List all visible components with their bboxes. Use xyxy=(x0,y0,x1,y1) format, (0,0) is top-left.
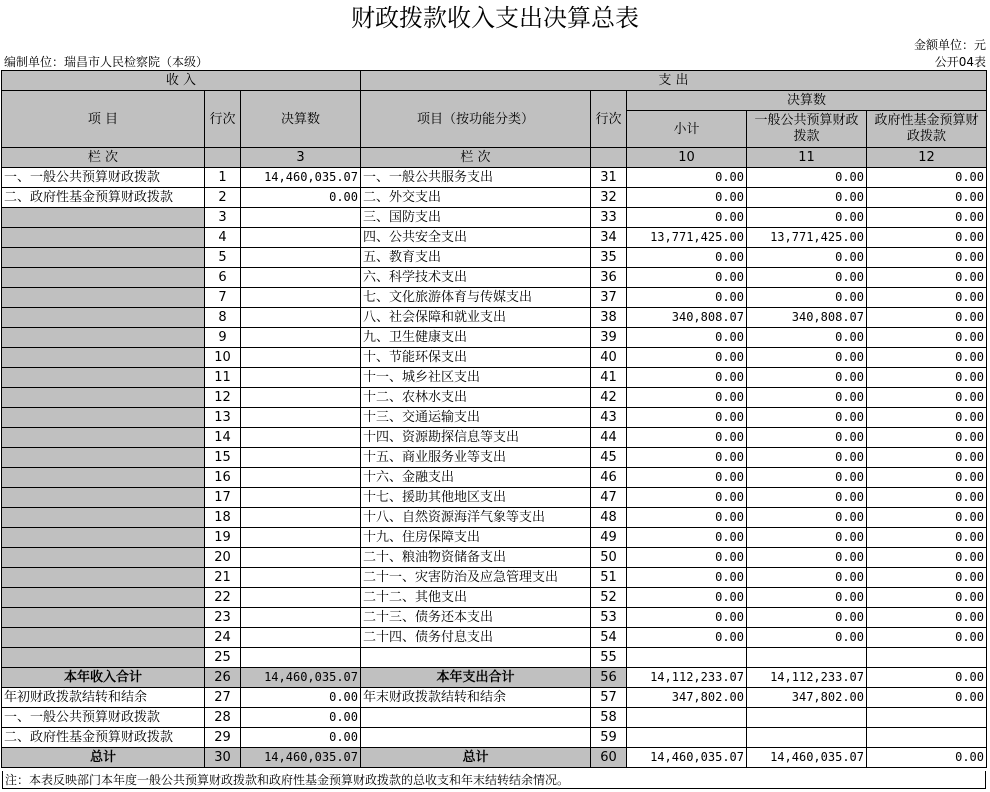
expense-line-cell: 37 xyxy=(591,288,627,308)
expense-item-cell: 十、节能环保支出 xyxy=(361,348,591,368)
income-amount-cell xyxy=(241,608,361,628)
expense-line-header: 行次 xyxy=(591,91,627,148)
income-line-cell: 30 xyxy=(205,748,241,768)
expense-subtotal-cell: 347,802.00 xyxy=(627,688,747,708)
col-num-10: 10 xyxy=(627,148,747,168)
expense-fund-cell xyxy=(867,728,987,748)
income-line-cell: 22 xyxy=(205,588,241,608)
expense-fund-cell: 0.00 xyxy=(867,208,987,228)
expense-general-cell: 0.00 xyxy=(747,508,867,528)
col-line-right xyxy=(591,148,627,168)
income-item-cell xyxy=(2,328,205,348)
income-line-cell: 28 xyxy=(205,708,241,728)
income-line-cell: 11 xyxy=(205,368,241,388)
income-line-cell: 4 xyxy=(205,228,241,248)
expense-item-cell: 十二、农林水支出 xyxy=(361,388,591,408)
income-item-cell xyxy=(2,648,205,668)
expense-line-cell: 32 xyxy=(591,188,627,208)
expense-general-cell: 0.00 xyxy=(747,388,867,408)
expense-fund-cell: 0.00 xyxy=(867,488,987,508)
expense-item-cell: 十八、自然资源海洋气象等支出 xyxy=(361,508,591,528)
income-item-header: 项 目 xyxy=(2,91,205,148)
table-row xyxy=(2,628,987,648)
expense-fund-cell: 0.00 xyxy=(867,228,987,248)
expense-line-cell: 52 xyxy=(591,588,627,608)
expense-fund-cell: 0.00 xyxy=(867,628,987,648)
col-num-3: 3 xyxy=(241,148,361,168)
expense-general-cell: 0.00 xyxy=(747,568,867,588)
income-line-cell: 15 xyxy=(205,448,241,468)
income-line-cell: 27 xyxy=(205,688,241,708)
expense-general-cell xyxy=(747,708,867,728)
income-item-cell: 二、政府性基金预算财政拨款 xyxy=(2,728,205,748)
expense-fund-cell: 0.00 xyxy=(867,528,987,548)
expense-general-cell: 0.00 xyxy=(747,548,867,568)
expense-subtotal-cell: 14,112,233.07 xyxy=(627,668,747,688)
expense-item-cell: 本年支出合计 xyxy=(361,668,591,688)
expense-fund-cell: 0.00 xyxy=(867,348,987,368)
income-line-cell: 9 xyxy=(205,328,241,348)
expense-fund-cell: 0.00 xyxy=(867,568,987,588)
expense-subtotal-cell: 0.00 xyxy=(627,548,747,568)
expense-subtotal-cell: 0.00 xyxy=(627,288,747,308)
table-row xyxy=(2,468,987,488)
col-num-12: 12 xyxy=(867,148,987,168)
table-row xyxy=(2,188,987,208)
expense-fund-cell: 0.00 xyxy=(867,248,987,268)
income-amount-cell xyxy=(241,528,361,548)
amount-unit: 金额单位：元 xyxy=(913,38,986,52)
expense-fund-cell: 0.00 xyxy=(867,268,987,288)
income-line-cell: 21 xyxy=(205,568,241,588)
expense-item-cell xyxy=(361,648,591,668)
expense-item-cell: 十七、援助其他地区支出 xyxy=(361,488,591,508)
income-item-cell xyxy=(2,348,205,368)
expense-item-cell: 十四、资源勘探信息等支出 xyxy=(361,428,591,448)
income-amount-cell xyxy=(241,548,361,568)
income-line-cell: 8 xyxy=(205,308,241,328)
income-item-cell: 一、一般公共预算财政拨款 xyxy=(2,168,205,188)
table-row xyxy=(2,268,987,288)
income-item-cell xyxy=(2,608,205,628)
income-item-cell xyxy=(2,208,205,228)
expense-item-cell: 六、科学技术支出 xyxy=(361,268,591,288)
expense-item-cell: 二、外交支出 xyxy=(361,188,591,208)
page-title: 财政拨款收入支出决算总表 xyxy=(351,4,639,32)
expense-general-cell: 0.00 xyxy=(747,208,867,228)
expense-subtotal-cell: 0.00 xyxy=(627,428,747,448)
expense-fund-cell: 0.00 xyxy=(867,408,987,428)
income-amount-cell: 0.00 xyxy=(241,728,361,748)
expense-fund-cell: 0.00 xyxy=(867,448,987,468)
income-amount-cell: 0.00 xyxy=(241,188,361,208)
expense-general-cell: 14,112,233.07 xyxy=(747,668,867,688)
expense-line-cell: 45 xyxy=(591,448,627,468)
table-row xyxy=(2,688,987,708)
table-row xyxy=(2,508,987,528)
table-row xyxy=(2,648,987,668)
income-line-cell: 10 xyxy=(205,348,241,368)
expense-general-cell: 0.00 xyxy=(747,628,867,648)
expense-subtotal-cell: 0.00 xyxy=(627,488,747,508)
expense-fund-cell xyxy=(867,648,987,668)
income-amount-cell xyxy=(241,328,361,348)
expense-subtotal-cell: 0.00 xyxy=(627,388,747,408)
expense-line-cell: 58 xyxy=(591,708,627,728)
table-row xyxy=(2,288,987,308)
expense-general-cell: 0.00 xyxy=(747,328,867,348)
expense-general-cell: 0.00 xyxy=(747,408,867,428)
expense-line-cell: 33 xyxy=(591,208,627,228)
expense-item-cell: 二十、粮油物资储备支出 xyxy=(361,548,591,568)
expense-line-cell: 35 xyxy=(591,248,627,268)
expense-subtotal-cell: 0.00 xyxy=(627,348,747,368)
expense-general-cell: 13,771,425.00 xyxy=(747,228,867,248)
income-line-cell: 18 xyxy=(205,508,241,528)
expense-general-cell: 0.00 xyxy=(747,528,867,548)
income-amount-cell xyxy=(241,308,361,328)
expense-item-cell: 四、公共安全支出 xyxy=(361,228,591,248)
income-amount-cell xyxy=(241,448,361,468)
income-item-cell xyxy=(2,248,205,268)
expense-line-cell: 48 xyxy=(591,508,627,528)
table-row xyxy=(2,228,987,248)
table-row xyxy=(2,748,987,768)
final-group-header: 决算数 xyxy=(627,91,987,111)
expense-subtotal-cell: 0.00 xyxy=(627,528,747,548)
expense-general-cell: 0.00 xyxy=(747,588,867,608)
income-line-cell: 14 xyxy=(205,428,241,448)
income-amount-cell xyxy=(241,628,361,648)
expense-item-cell: 二十一、灾害防治及应急管理支出 xyxy=(361,568,591,588)
table-row xyxy=(2,208,987,228)
expense-subtotal-cell: 0.00 xyxy=(627,448,747,468)
income-item-cell xyxy=(2,368,205,388)
table-row xyxy=(2,168,987,188)
expense-item-cell: 八、社会保障和就业支出 xyxy=(361,308,591,328)
expense-general-cell: 0.00 xyxy=(747,488,867,508)
expense-subtotal-cell: 0.00 xyxy=(627,208,747,228)
expense-subtotal-cell: 0.00 xyxy=(627,588,747,608)
income-amount-cell xyxy=(241,428,361,448)
table-row xyxy=(2,448,987,468)
expense-fund-cell: 0.00 xyxy=(867,688,987,708)
expense-line-cell: 60 xyxy=(591,748,627,768)
income-amount-cell xyxy=(241,488,361,508)
income-item-cell: 一、一般公共预算财政拨款 xyxy=(2,708,205,728)
general-header: 一般公共预算财政拨款 xyxy=(747,111,867,148)
expense-subtotal-cell: 14,460,035.07 xyxy=(627,748,747,768)
income-amount-cell xyxy=(241,268,361,288)
expense-line-cell: 41 xyxy=(591,368,627,388)
expense-fund-cell: 0.00 xyxy=(867,608,987,628)
income-amount-cell xyxy=(241,588,361,608)
expense-general-cell: 0.00 xyxy=(747,188,867,208)
expense-item-cell: 二十四、债务付息支出 xyxy=(361,628,591,648)
expense-fund-cell: 0.00 xyxy=(867,168,987,188)
income-line-cell: 2 xyxy=(205,188,241,208)
table-row xyxy=(2,708,987,728)
expense-subtotal-cell: 13,771,425.00 xyxy=(627,228,747,248)
income-amount-cell xyxy=(241,228,361,248)
expense-line-cell: 55 xyxy=(591,648,627,668)
expense-item-cell: 七、文化旅游体育与传媒支出 xyxy=(361,288,591,308)
expense-item-header: 项目（按功能分类） xyxy=(361,91,591,148)
expense-line-cell: 59 xyxy=(591,728,627,748)
income-item-cell: 总计 xyxy=(2,748,205,768)
expense-line-cell: 40 xyxy=(591,348,627,368)
expense-subtotal-cell: 0.00 xyxy=(627,168,747,188)
expense-line-cell: 50 xyxy=(591,548,627,568)
income-line-cell: 20 xyxy=(205,548,241,568)
income-amount-cell: 0.00 xyxy=(241,708,361,728)
table-row xyxy=(2,528,987,548)
expense-subtotal-cell xyxy=(627,648,747,668)
expense-general-cell: 0.00 xyxy=(747,288,867,308)
income-amount-cell xyxy=(241,408,361,428)
income-item-cell xyxy=(2,288,205,308)
table-row xyxy=(2,568,987,588)
table-row xyxy=(2,328,987,348)
income-amount-cell xyxy=(241,508,361,528)
expense-header: 支 出 xyxy=(361,71,987,91)
expense-fund-cell: 0.00 xyxy=(867,188,987,208)
income-line-cell: 24 xyxy=(205,628,241,648)
org-name: 编制单位：瑞昌市人民检察院（本级） xyxy=(4,55,209,69)
income-item-cell xyxy=(2,468,205,488)
expense-general-cell: 0.00 xyxy=(747,368,867,388)
expense-general-cell: 0.00 xyxy=(747,268,867,288)
expense-subtotal-cell: 0.00 xyxy=(627,368,747,388)
income-item-cell xyxy=(2,568,205,588)
expense-subtotal-cell: 340,808.07 xyxy=(627,308,747,328)
expense-fund-cell: 0.00 xyxy=(867,428,987,448)
expense-fund-cell: 0.00 xyxy=(867,508,987,528)
expense-fund-cell xyxy=(867,708,987,728)
meta-row xyxy=(4,54,986,70)
expense-subtotal-cell: 0.00 xyxy=(627,628,747,648)
expense-line-cell: 49 xyxy=(591,528,627,548)
expense-fund-cell: 0.00 xyxy=(867,388,987,408)
income-line-cell: 7 xyxy=(205,288,241,308)
table-row xyxy=(2,608,987,628)
income-amount-cell xyxy=(241,568,361,588)
table-row xyxy=(2,548,987,568)
income-item-cell xyxy=(2,388,205,408)
income-amount-cell: 0.00 xyxy=(241,688,361,708)
expense-item-cell: 五、教育支出 xyxy=(361,248,591,268)
expense-subtotal-cell: 0.00 xyxy=(627,188,747,208)
form-number: 公开04表 xyxy=(934,55,986,69)
table-row xyxy=(2,388,987,408)
expense-line-cell: 54 xyxy=(591,628,627,648)
expense-fund-cell: 0.00 xyxy=(867,288,987,308)
expense-item-cell: 九、卫生健康支出 xyxy=(361,328,591,348)
expense-general-cell: 0.00 xyxy=(747,428,867,448)
expense-subtotal-cell: 0.00 xyxy=(627,568,747,588)
income-item-cell xyxy=(2,308,205,328)
income-amount-cell xyxy=(241,648,361,668)
expense-subtotal-cell: 0.00 xyxy=(627,248,747,268)
income-amount-cell: 14,460,035.07 xyxy=(241,668,361,688)
expense-fund-cell: 0.00 xyxy=(867,548,987,568)
income-item-cell xyxy=(2,268,205,288)
expense-line-cell: 36 xyxy=(591,268,627,288)
expense-subtotal-cell: 0.00 xyxy=(627,268,747,288)
expense-line-cell: 46 xyxy=(591,468,627,488)
income-item-cell xyxy=(2,508,205,528)
expense-item-cell: 十九、住房保障支出 xyxy=(361,528,591,548)
income-item-cell xyxy=(2,488,205,508)
col-label-left: 栏 次 xyxy=(2,148,205,168)
expense-line-cell: 44 xyxy=(591,428,627,448)
expense-fund-cell: 0.00 xyxy=(867,368,987,388)
expense-item-cell xyxy=(361,708,591,728)
budget-table xyxy=(1,70,987,768)
income-line-cell: 12 xyxy=(205,388,241,408)
income-line-cell: 23 xyxy=(205,608,241,628)
expense-general-cell xyxy=(747,728,867,748)
income-item-cell xyxy=(2,228,205,248)
expense-fund-cell: 0.00 xyxy=(867,468,987,488)
expense-subtotal-cell xyxy=(627,708,747,728)
expense-item-cell: 二十三、债务还本支出 xyxy=(361,608,591,628)
income-amount-cell xyxy=(241,288,361,308)
expense-subtotal-cell xyxy=(627,728,747,748)
expense-item-cell: 年末财政拨款结转和结余 xyxy=(361,688,591,708)
expense-general-cell: 14,460,035.07 xyxy=(747,748,867,768)
expense-line-cell: 31 xyxy=(591,168,627,188)
table-row xyxy=(2,348,987,368)
expense-line-cell: 42 xyxy=(591,388,627,408)
table-row xyxy=(2,728,987,748)
income-item-cell xyxy=(2,408,205,428)
income-item-cell: 二、政府性基金预算财政拨款 xyxy=(2,188,205,208)
income-line-cell: 17 xyxy=(205,488,241,508)
income-line-cell: 19 xyxy=(205,528,241,548)
expense-item-cell: 十一、城乡社区支出 xyxy=(361,368,591,388)
expense-general-cell: 0.00 xyxy=(747,348,867,368)
expense-item-cell: 二十二、其他支出 xyxy=(361,588,591,608)
income-item-cell xyxy=(2,528,205,548)
income-line-cell: 29 xyxy=(205,728,241,748)
expense-line-cell: 51 xyxy=(591,568,627,588)
expense-item-cell: 十三、交通运输支出 xyxy=(361,408,591,428)
expense-subtotal-cell: 0.00 xyxy=(627,328,747,348)
income-item-cell xyxy=(2,548,205,568)
income-item-cell xyxy=(2,428,205,448)
expense-general-cell: 340,808.07 xyxy=(747,308,867,328)
table-row xyxy=(2,428,987,448)
expense-subtotal-cell: 0.00 xyxy=(627,608,747,628)
expense-item-cell: 十六、金融支出 xyxy=(361,468,591,488)
income-item-cell xyxy=(2,588,205,608)
table-row xyxy=(2,308,987,328)
footnote: 注：本表反映部门本年度一般公共预算财政拨款和政府性基金预算财政拨款的总收支和年末结转结余情况。 xyxy=(2,771,986,789)
col-line-left xyxy=(205,148,241,168)
expense-subtotal-cell: 0.00 xyxy=(627,508,747,528)
expense-fund-cell: 0.00 xyxy=(867,668,987,688)
income-final-header: 决算数 xyxy=(241,91,361,148)
fund-header: 政府性基金预算财政拨款 xyxy=(867,111,987,148)
income-amount-cell: 14,460,035.07 xyxy=(241,168,361,188)
income-amount-cell xyxy=(241,368,361,388)
income-line-cell: 1 xyxy=(205,168,241,188)
expense-line-cell: 47 xyxy=(591,488,627,508)
expense-general-cell: 0.00 xyxy=(747,608,867,628)
income-line-cell: 26 xyxy=(205,668,241,688)
income-line-cell: 16 xyxy=(205,468,241,488)
expense-general-cell: 0.00 xyxy=(747,448,867,468)
expense-line-cell: 53 xyxy=(591,608,627,628)
table-row xyxy=(2,588,987,608)
income-line-cell: 6 xyxy=(205,268,241,288)
col-label-right: 栏 次 xyxy=(361,148,591,168)
income-line-cell: 5 xyxy=(205,248,241,268)
expense-general-cell xyxy=(747,648,867,668)
expense-item-cell xyxy=(361,728,591,748)
expense-subtotal-cell: 0.00 xyxy=(627,468,747,488)
expense-fund-cell: 0.00 xyxy=(867,328,987,348)
income-amount-cell: 14,460,035.07 xyxy=(241,748,361,768)
expense-item-cell: 一、一般公共服务支出 xyxy=(361,168,591,188)
income-amount-cell xyxy=(241,348,361,368)
expense-line-cell: 43 xyxy=(591,408,627,428)
income-item-cell xyxy=(2,628,205,648)
expense-line-cell: 57 xyxy=(591,688,627,708)
expense-line-cell: 39 xyxy=(591,328,627,348)
subtotal-header: 小计 xyxy=(627,111,747,148)
expense-fund-cell: 0.00 xyxy=(867,588,987,608)
income-item-cell: 年初财政拨款结转和结余 xyxy=(2,688,205,708)
table-row xyxy=(2,368,987,388)
col-num-11: 11 xyxy=(747,148,867,168)
income-item-cell xyxy=(2,448,205,468)
income-amount-cell xyxy=(241,388,361,408)
income-amount-cell xyxy=(241,468,361,488)
expense-line-cell: 56 xyxy=(591,668,627,688)
income-line-cell: 25 xyxy=(205,648,241,668)
income-amount-cell xyxy=(241,248,361,268)
expense-fund-cell: 0.00 xyxy=(867,308,987,328)
expense-item-cell: 三、国防支出 xyxy=(361,208,591,228)
table-row xyxy=(2,408,987,428)
income-item-cell: 本年收入合计 xyxy=(2,668,205,688)
expense-line-cell: 38 xyxy=(591,308,627,328)
expense-general-cell: 0.00 xyxy=(747,468,867,488)
table-row xyxy=(2,488,987,508)
income-line-cell: 13 xyxy=(205,408,241,428)
expense-fund-cell: 0.00 xyxy=(867,748,987,768)
expense-general-cell: 0.00 xyxy=(747,168,867,188)
income-amount-cell xyxy=(241,208,361,228)
table-row xyxy=(2,248,987,268)
expense-general-cell: 0.00 xyxy=(747,248,867,268)
expense-subtotal-cell: 0.00 xyxy=(627,408,747,428)
expense-general-cell: 347,802.00 xyxy=(747,688,867,708)
expense-item-cell: 十五、商业服务业等支出 xyxy=(361,448,591,468)
expense-line-cell: 34 xyxy=(591,228,627,248)
income-line-cell: 3 xyxy=(205,208,241,228)
income-line-header: 行次 xyxy=(205,91,241,148)
table-row xyxy=(2,668,987,688)
income-header: 收 入 xyxy=(2,71,361,91)
expense-item-cell: 总计 xyxy=(361,748,591,768)
